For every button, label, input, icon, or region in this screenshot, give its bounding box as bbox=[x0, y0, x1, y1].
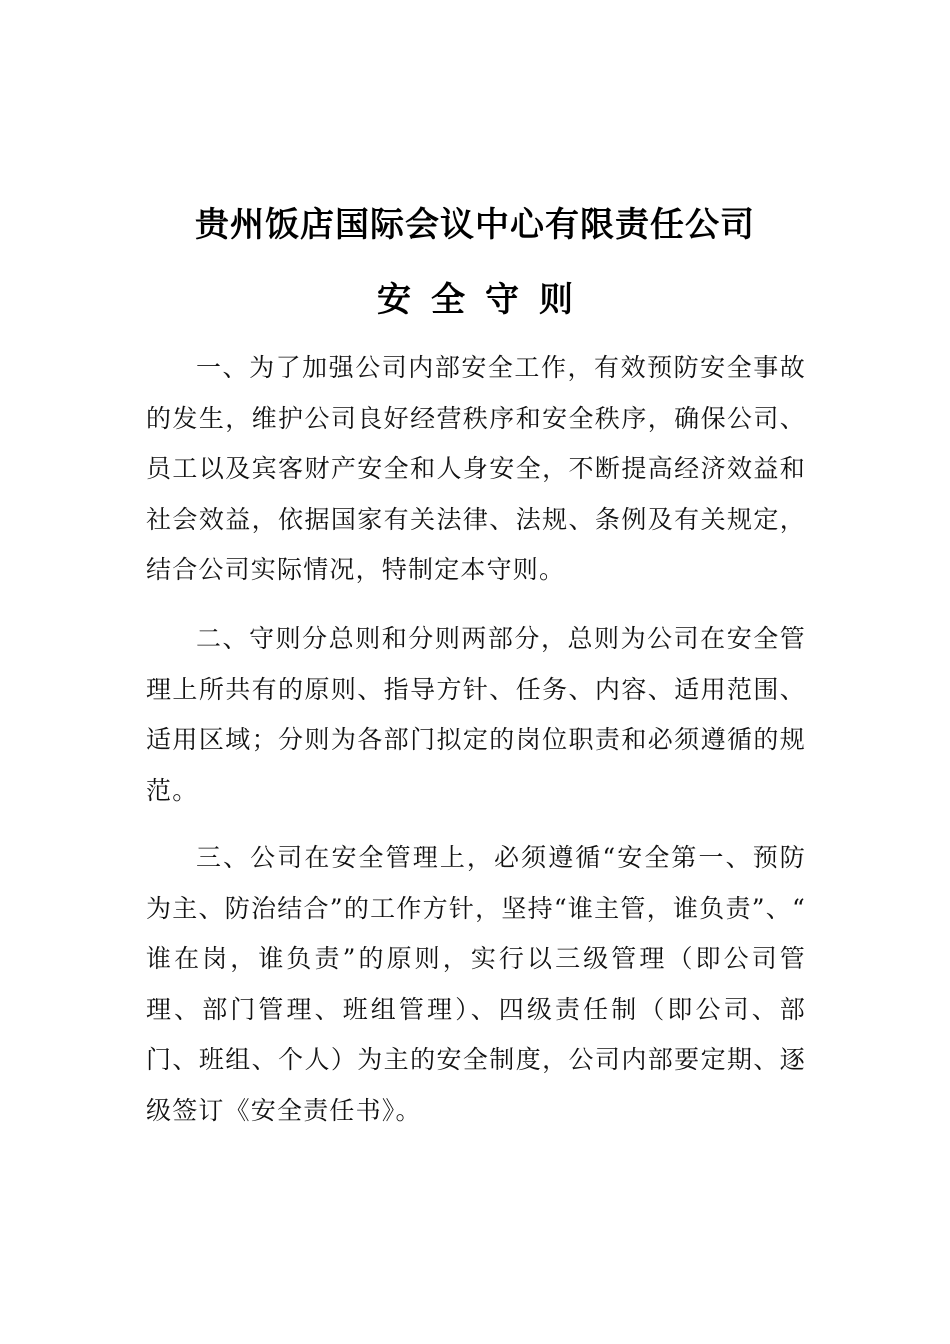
paragraph-2: 二、守则分总则和分则两部分，总则为公司在安全管理上所共有的原则、指导方针、任务、内容、适用范围、适用区域；分则为各部门拟定的岗位职责和必须遵循的规范。 bbox=[146, 624, 806, 805]
document-subtitle: 安全守则 bbox=[377, 280, 593, 320]
paragraph-1: 一、为了加强公司内部安全工作，有效预防安全事故的发生，维护公司良好经营秩序和安全秩序，确保公司、员工以及宾客财产安全和人身安全，不断提高经济效益和社会效益，依据国家有关法律、法规、条例及有关规定，结合公司实际情况，特制定本守则。 bbox=[146, 353, 806, 584]
paragraph-3: 三、公司在安全管理上，必须遵循“安全第一、预防为主、防治结合”的工作方针，坚持“谁主管，谁负责”、“ 谁在岗，谁负责”的原则，实行以三级管理（即公司管理、部门管理、班组管理）、四级责任制（即公司、部门、班组、个人）为主的安全制度，公司内部要定期、逐级签订《安全责任书》。 bbox=[146, 843, 806, 1125]
document-title: 贵州饭店国际会议中心有限责任公司 bbox=[195, 205, 755, 245]
